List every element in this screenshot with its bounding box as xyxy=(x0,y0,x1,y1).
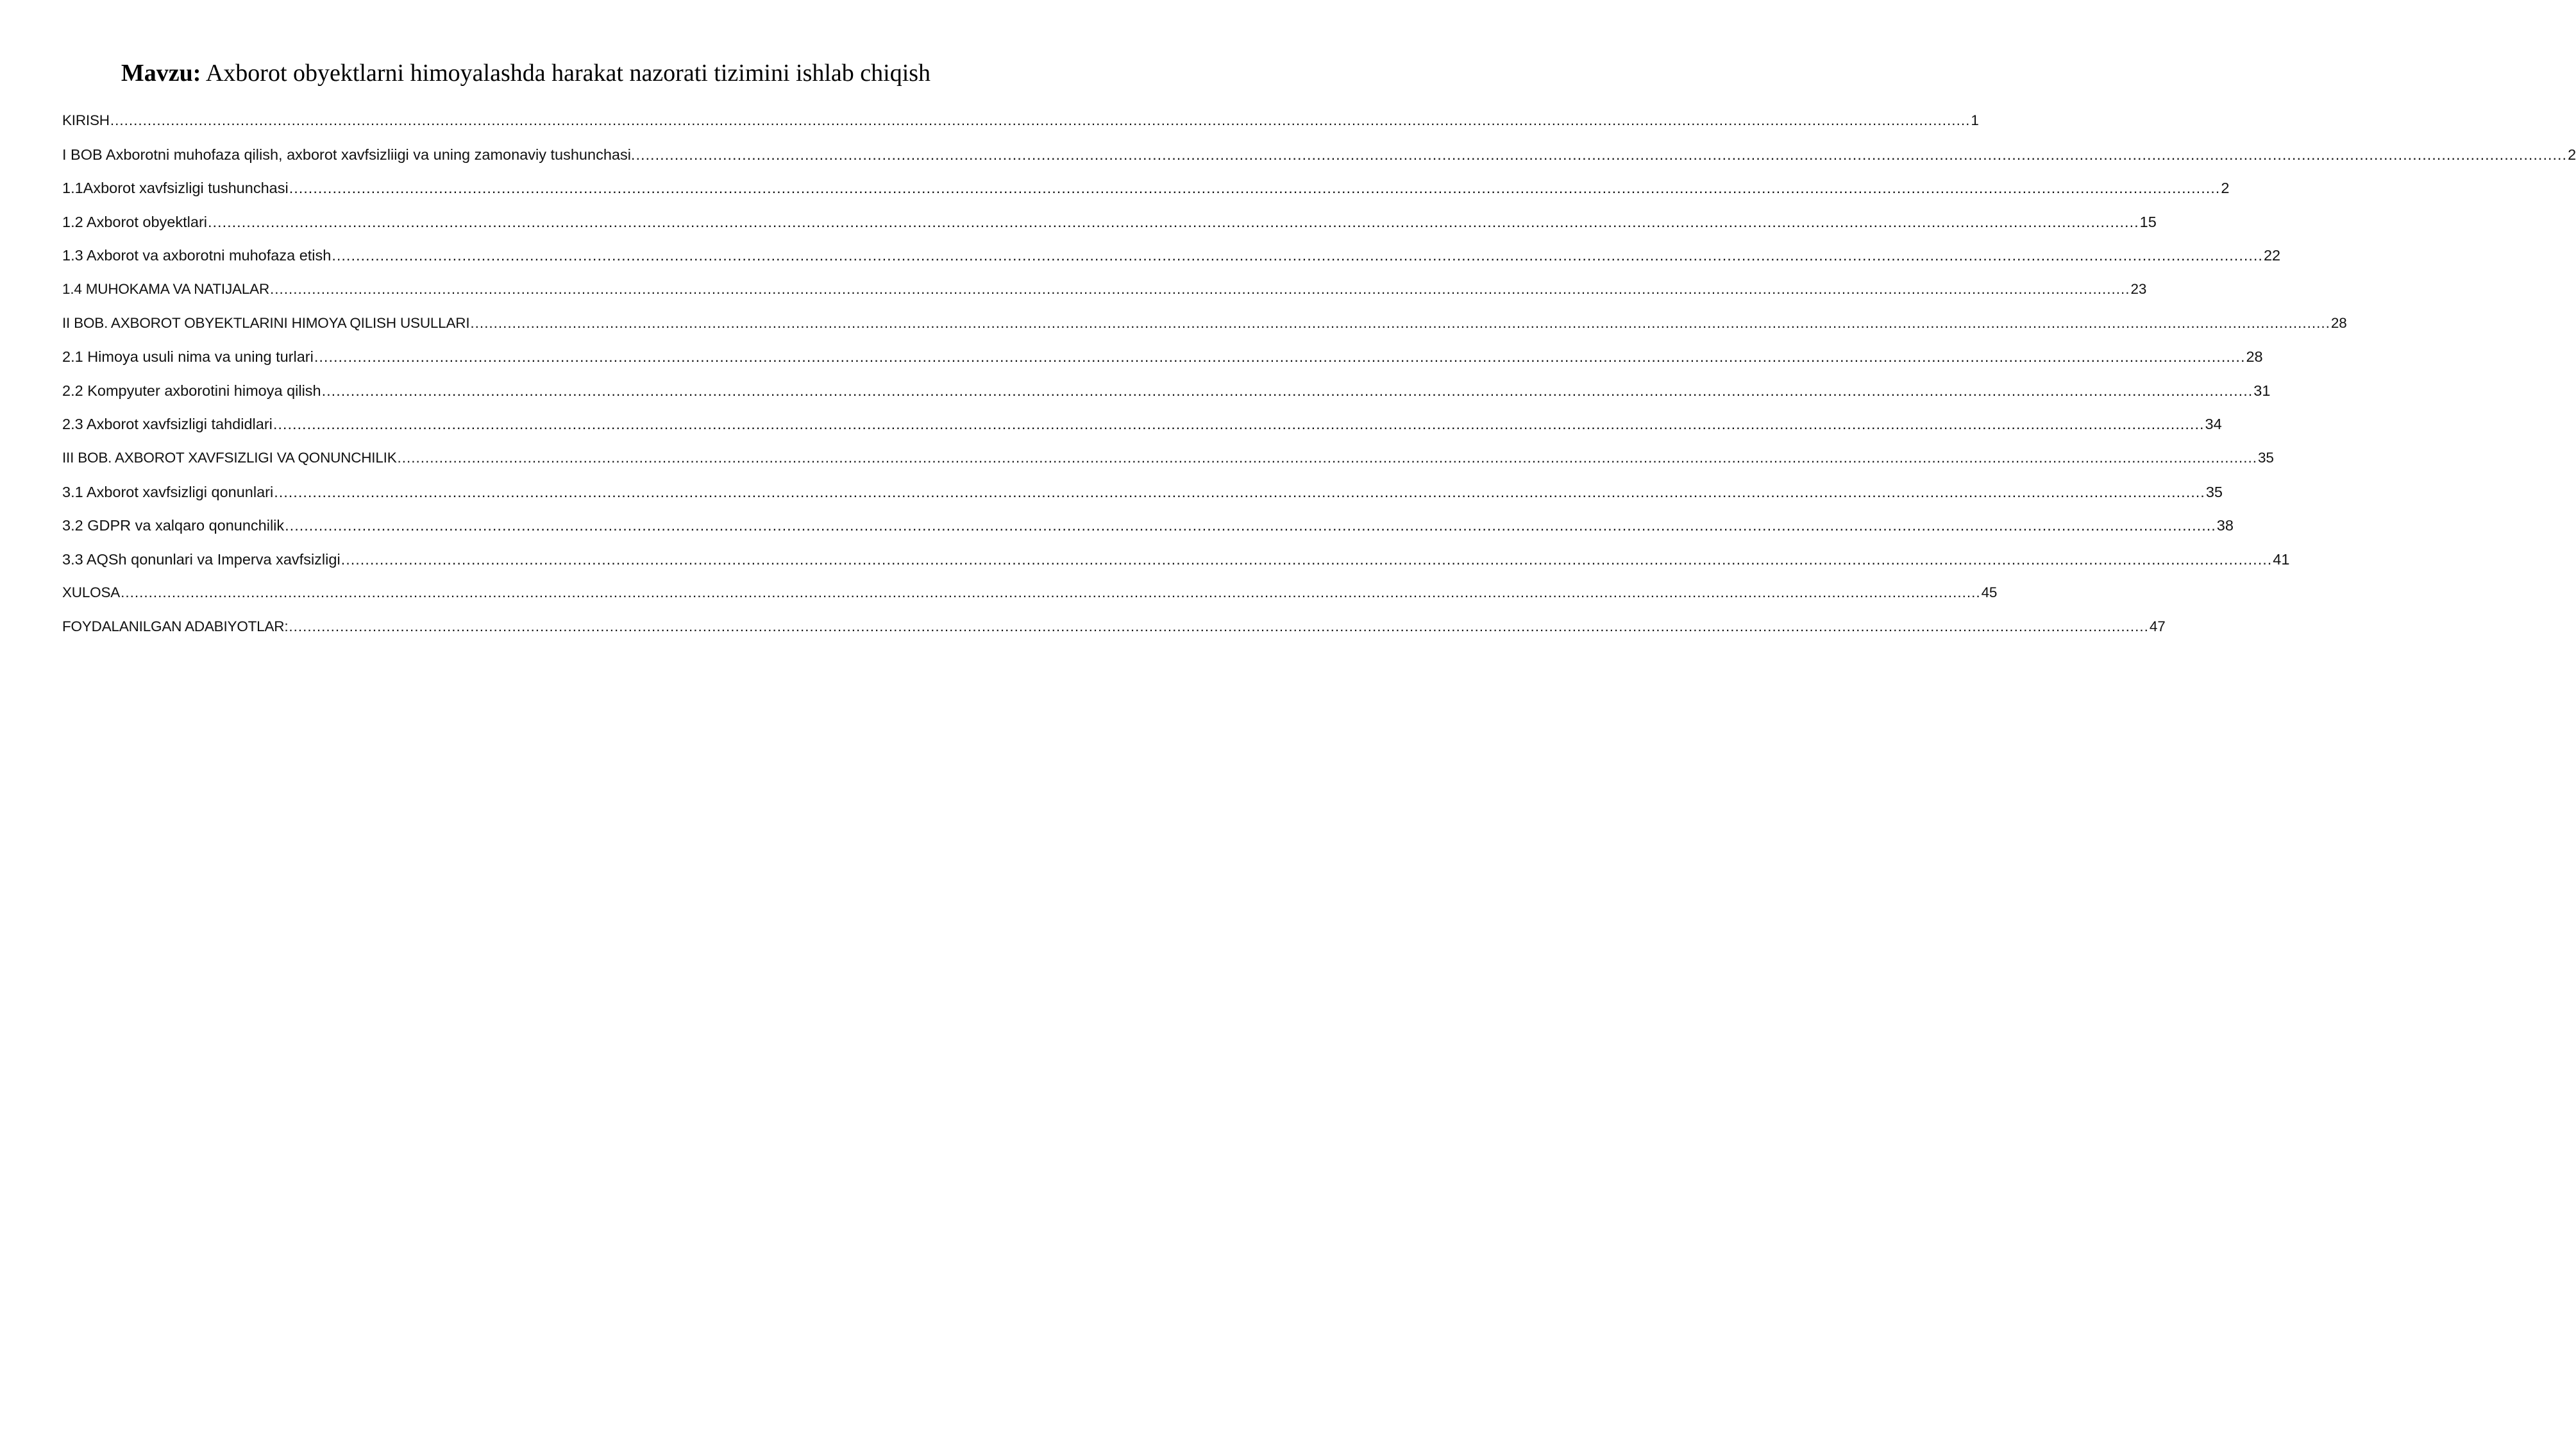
toc-entry-title: 1.3 Axborot va axborotni muhofaza etish xyxy=(62,247,332,264)
toc-page-number: 15 xyxy=(2139,213,2157,230)
toc-dot-leader: ................................................................................................................................................................................................................................................................................................................................................................................................................ xyxy=(285,517,2216,534)
toc-entry-title: 1.1Axborot xavfsizligi tushunchasi xyxy=(62,180,289,197)
toc-entry-title: 2.1 Himoya usuli nima va uning turlari xyxy=(62,348,314,366)
toc-entry-title: I BOB Axborotni muhofaza qilish, axborot xavfsizliigi va uning zamonaviy tushunchasi. xyxy=(62,146,636,163)
toc-dot-leader: ................................................................................................................................................................................................................................................................................................................................................................................................................ xyxy=(270,280,2130,297)
toc-page-number: 22 xyxy=(2263,247,2281,264)
toc-entry[interactable] xyxy=(62,509,2234,543)
toc-entry[interactable] xyxy=(62,138,2576,172)
toc-entry-title: 3.2 GDPR va xalqaro qonunchilik xyxy=(62,517,285,534)
toc-entry-title: XULOSA xyxy=(62,584,121,601)
title-label: Mavzu: xyxy=(121,60,201,87)
toc-page-number: 28 xyxy=(2330,314,2347,331)
toc-entry[interactable] xyxy=(62,205,2157,239)
toc-page-number: 41 xyxy=(2273,550,2290,568)
toc-entry[interactable] xyxy=(62,407,2222,441)
toc-page-number: 23 xyxy=(2130,280,2147,297)
toc-page-number: 38 xyxy=(2216,517,2234,534)
toc-page-number: 28 xyxy=(2246,348,2263,366)
toc-entry[interactable] xyxy=(62,475,2223,509)
title-text: Axborot obyektlarni himoyalashda harakat nazorati tizimini ishlab chiqish xyxy=(201,60,931,87)
toc-entry[interactable] xyxy=(62,610,2166,644)
toc-dot-leader: ................................................................................................................................................................................................................................................................................................................................................................................................................ xyxy=(121,584,1981,601)
toc-page-number: 35 xyxy=(2258,449,2274,466)
toc-dot-leader: ................................................................................................................................................................................................................................................................................................................................................................................................................ xyxy=(274,483,2205,500)
toc-page-number: 35 xyxy=(2205,483,2223,500)
toc-dot-leader: ................................................................................................................................................................................................................................................................................................................................................................................................................ xyxy=(470,314,2330,331)
toc-entry[interactable] xyxy=(62,340,2263,374)
toc-entry[interactable] xyxy=(62,273,2147,307)
toc-page-number: 47 xyxy=(2149,618,2166,634)
toc-page-number: 34 xyxy=(2205,416,2222,433)
toc-entry[interactable] xyxy=(62,441,2274,475)
toc-entry[interactable] xyxy=(62,576,1998,610)
toc-page-number: 2 xyxy=(2568,146,2576,163)
toc-dot-leader: ................................................................................................................................................................................................................................................................................................................................................................................................................ xyxy=(273,416,2205,433)
toc-page-number: 31 xyxy=(2253,382,2271,399)
toc-entry-title: 2.2 Kompyuter axborotini himoya qilish xyxy=(62,382,321,399)
toc-dot-leader: ................................................................................................................................................................................................................................................................................................................................................................................................................ xyxy=(341,550,2273,568)
document-title xyxy=(0,59,1052,87)
toc-entry[interactable] xyxy=(62,171,2230,205)
toc-entry-title: 2.3 Axborot xavfsizligi tahdidlari xyxy=(62,416,273,433)
toc-dot-leader: ................................................................................................................................................................................................................................................................................................................................................................................................................ xyxy=(636,146,2568,163)
toc-entry[interactable] xyxy=(62,307,2347,341)
toc-entry-title: 1.4 MUHOKAMA VA NATIJALAR xyxy=(62,280,270,297)
toc-entry-title: 3.1 Axborot xavfsizligi qonunlari xyxy=(62,483,274,500)
toc-dot-leader: ................................................................................................................................................................................................................................................................................................................................................................................................................ xyxy=(208,213,2139,230)
toc-dot-leader: ................................................................................................................................................................................................................................................................................................................................................................................................................ xyxy=(332,247,2263,264)
toc-dot-leader: ................................................................................................................................................................................................................................................................................................................................................................................................................ xyxy=(397,449,2258,466)
toc-entry-title: 1.2 Axborot obyektlari xyxy=(62,213,207,230)
toc-entry[interactable] xyxy=(62,104,1979,138)
toc-entry-title: KIRISH xyxy=(62,112,110,128)
toc-entry[interactable] xyxy=(62,543,2290,577)
toc-entry-title: III BOB. AXBOROT XAVFSIZLIGI VA QONUNCHILIK xyxy=(62,449,397,466)
toc-page-number: 1 xyxy=(1971,112,1979,128)
toc-dot-leader: ................................................................................................................................................................................................................................................................................................................................................................................................................ xyxy=(314,348,2246,366)
table-of-contents xyxy=(62,104,2576,644)
toc-entry-title: II BOB. AXBOROT OBYEKTLARINI HIMOYA QILISH USULLARI xyxy=(62,314,470,331)
toc-dot-leader: ................................................................................................................................................................................................................................................................................................................................................................................................................ xyxy=(321,382,2253,399)
toc-dot-leader: ................................................................................................................................................................................................................................................................................................................................................................................................................ xyxy=(289,618,2149,634)
toc-entry-title: FOYDALANILGAN ADABIYOTLAR: xyxy=(62,618,289,634)
toc-dot-leader: ................................................................................................................................................................................................................................................................................................................................................................................................................ xyxy=(289,180,2221,197)
toc-entry[interactable] xyxy=(62,239,2281,273)
toc-entry[interactable] xyxy=(62,374,2271,408)
toc-entry-title: 3.3 AQSh qonunlari va Imperva xavfsizligi xyxy=(62,550,341,568)
toc-dot-leader: ................................................................................................................................................................................................................................................................................................................................................................................................................ xyxy=(110,112,1971,128)
toc-page-number: 45 xyxy=(1981,584,1998,601)
toc-page-number: 2 xyxy=(2221,180,2230,197)
